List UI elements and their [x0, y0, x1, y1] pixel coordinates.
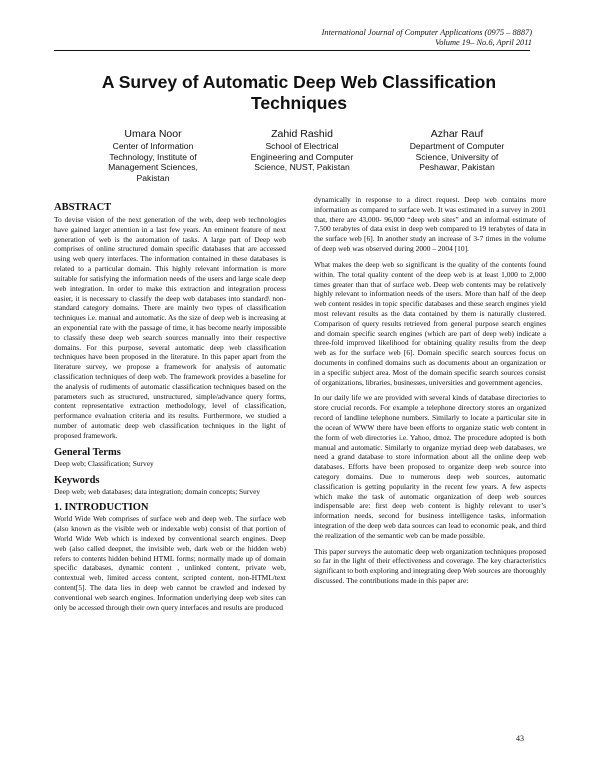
author-affiliation: School of Electrical: [265, 141, 339, 151]
author-3: [382, 128, 532, 173]
keywords-text: Deep web; web databases; data integration; domain concepts; Survey: [54, 486, 261, 496]
abstract-heading: ABSTRACT: [54, 202, 112, 213]
journal-header: [322, 28, 532, 47]
body-paragraph: dynamically in response to a direct request. Deep web contains more information as compared to surface web. It was estimated in a survey in 2001 that, there are 43,000- 96,000 “deep web sites” and an informal estimate of 7,500 terabytes of data exist in deep web compared to 19 terabytes of data in the surface web [6]. In another study an increase of 3-7 times in the volume of deep web was observed during 2000 – 2004 [10].: [314, 195, 546, 254]
paper-title-line: A Survey of Automatic Deep Web Classification: [101, 72, 497, 92]
author-affiliation: Science, University of: [415, 151, 499, 162]
author-affiliation: Center of Information: [112, 141, 194, 151]
journal-name: International Journal of Computer Applications (0975 – 8887): [321, 28, 532, 37]
journal-volume: Volume 19– No.6, April 2011: [435, 37, 532, 47]
left-column: [54, 202, 286, 612]
author-affiliation: Management Sciences,: [108, 162, 198, 172]
author-name: Zahid Rashid: [271, 128, 333, 140]
body-paragraph: What makes the deep web so significant is the quality of the contents found within. The total quality content of the deep web is at least 1,000 to 2,000 times greater than that of surface web. Deep web contents may be relatively highly relevant to information needs of the users. More than half of the deep web content resides in topic specific databases and these search engines yield most relevant results as the data contained by them is naturally clustered. Comparison of query results retrieved from general purpose search engines and domain specific search engines (which are part of deep web) indicate a three-fold improved likelihood for obtaining quality results from the deep web as for the surface web [6]. Domain specific search sources focus on documents in confined domains such as documents about an organization or in a specific subject area. Most of the domain specific search sources consist of organizations, libraries, businesses, universities and government agencies.: [314, 259, 546, 387]
author-affiliation: Peshawar, Pakistan: [419, 162, 495, 172]
author-affiliation: Pakistan: [136, 172, 170, 183]
author-1: [78, 128, 228, 183]
introduction-text: World Wide Web comprises of surface web and deep web. The surface web (also known as the visible web or indexable web) consist of that portion of World Wide Web which is indexed by conventional search engines. Deep web (also called deepnet, the invisible web, dark web or the hidden web) refers to contents hidden behind HTML forms; normally made up of domain specific databases, dynamic content , unlinked content, private web, contextual web, limited access content, scripted content, non-HTML/text content[5]. The data lies in deep web cannot be crawled and indexed by conventional web search engines. Information underlying deep web sites can only be accessed through their own query interfaces and results are produced: [54, 514, 286, 612]
author-name: Azhar Rauf: [430, 128, 484, 140]
introduction-heading: 1. INTRODUCTION: [54, 502, 149, 514]
abstract-text: To devise vision of the next generation of the web, deep web technologies have gained larger attention in a last few years. An eminent feature of next generation of web is the automation of tasks. A large part of Deep web comprises of online structured domain specific databases that are accessed using web query interfaces. The information contained in these databases is related to a particular domain. This highly relevant information is more suitable for satisfying the information needs of the users and large scale deep web integration. In order to make this extraction and integration process easier, it is necessary to classify the deep web databases into standard\ non-standard category domains. There are mainly two types of classification techniques i.e. manual and automatic. As the size of deep web is increasing at an exponential rate with the passage of time, it has become nearly impossible to classify these deep web search sources manually into their respective domains. For this purpose, several automatic deep web classification techniques have been proposed in the literature. In this paper apart from the literature survey, we propose a framework for analysis of automatic classification techniques of deep web. The framework provides a baseline for the analysis of rudiments of automatic classification techniques based on the parameters such as structured, unstructured, simple/advance query forms, content representative extraction methodology, level of classification, performance evaluation criteria and its results. Furthermore, we studied a number of automatic deep web classification techniques in the light of proposed framework.: [54, 215, 286, 440]
body-paragraph: In our daily life we are provided with several kinds of database directories to store crucial records. For example a telephone directory stores an organized record of landline telephone numbers. Similarly to locate a particular site in the ocean of WWW there have been efforts to organize static web content in the form of web directories i.e. Yahoo, dmoz. The procedure adopted is both manual and automatic. Similarly to organize myriad deep web databases, we need a grand database to store information about all the online deep web databases. Efforts have been proposed to organize deep web source into category domains. Due to numerous deep web sources, automatic classification is getting popularity in the recent few years. A few aspects which make the task of automatic organization of deep web sources indispensable are: first deep web content is highly relevant to user’s information needs, second for business intelligence tasks, information integration of the deep web data sources can lead to economic peak, and third the realization of the semantic web can be made possible.: [314, 393, 546, 540]
author-affiliation: Department of Computer: [409, 141, 505, 151]
author-affiliation: Engineering and Computer: [250, 151, 354, 162]
author-affiliation: Technology, Institute of: [109, 151, 197, 162]
body-paragraph: This paper surveys the automatic deep web organization techniques proposed so far in the light of their effectiveness and coverage. The key characteristics significant to both exploring and integrating deep Web sources are thoroughly discussed. The contributions made in this paper are:: [314, 546, 546, 586]
right-column: [314, 195, 546, 586]
header-rule: [54, 50, 530, 51]
author-2: [227, 128, 377, 173]
keywords-heading: Keywords: [54, 474, 100, 486]
paper-title: [54, 72, 544, 114]
general-terms-text: Deep web; Classification; Survey: [54, 458, 154, 468]
page-number: 43: [516, 734, 524, 743]
general-terms-heading: General Terms: [54, 446, 121, 458]
paper-title-line: Techniques: [251, 93, 347, 113]
author-name: Umara Noor: [124, 128, 182, 140]
author-affiliation: Science, NUST, Pakistan: [254, 162, 350, 172]
